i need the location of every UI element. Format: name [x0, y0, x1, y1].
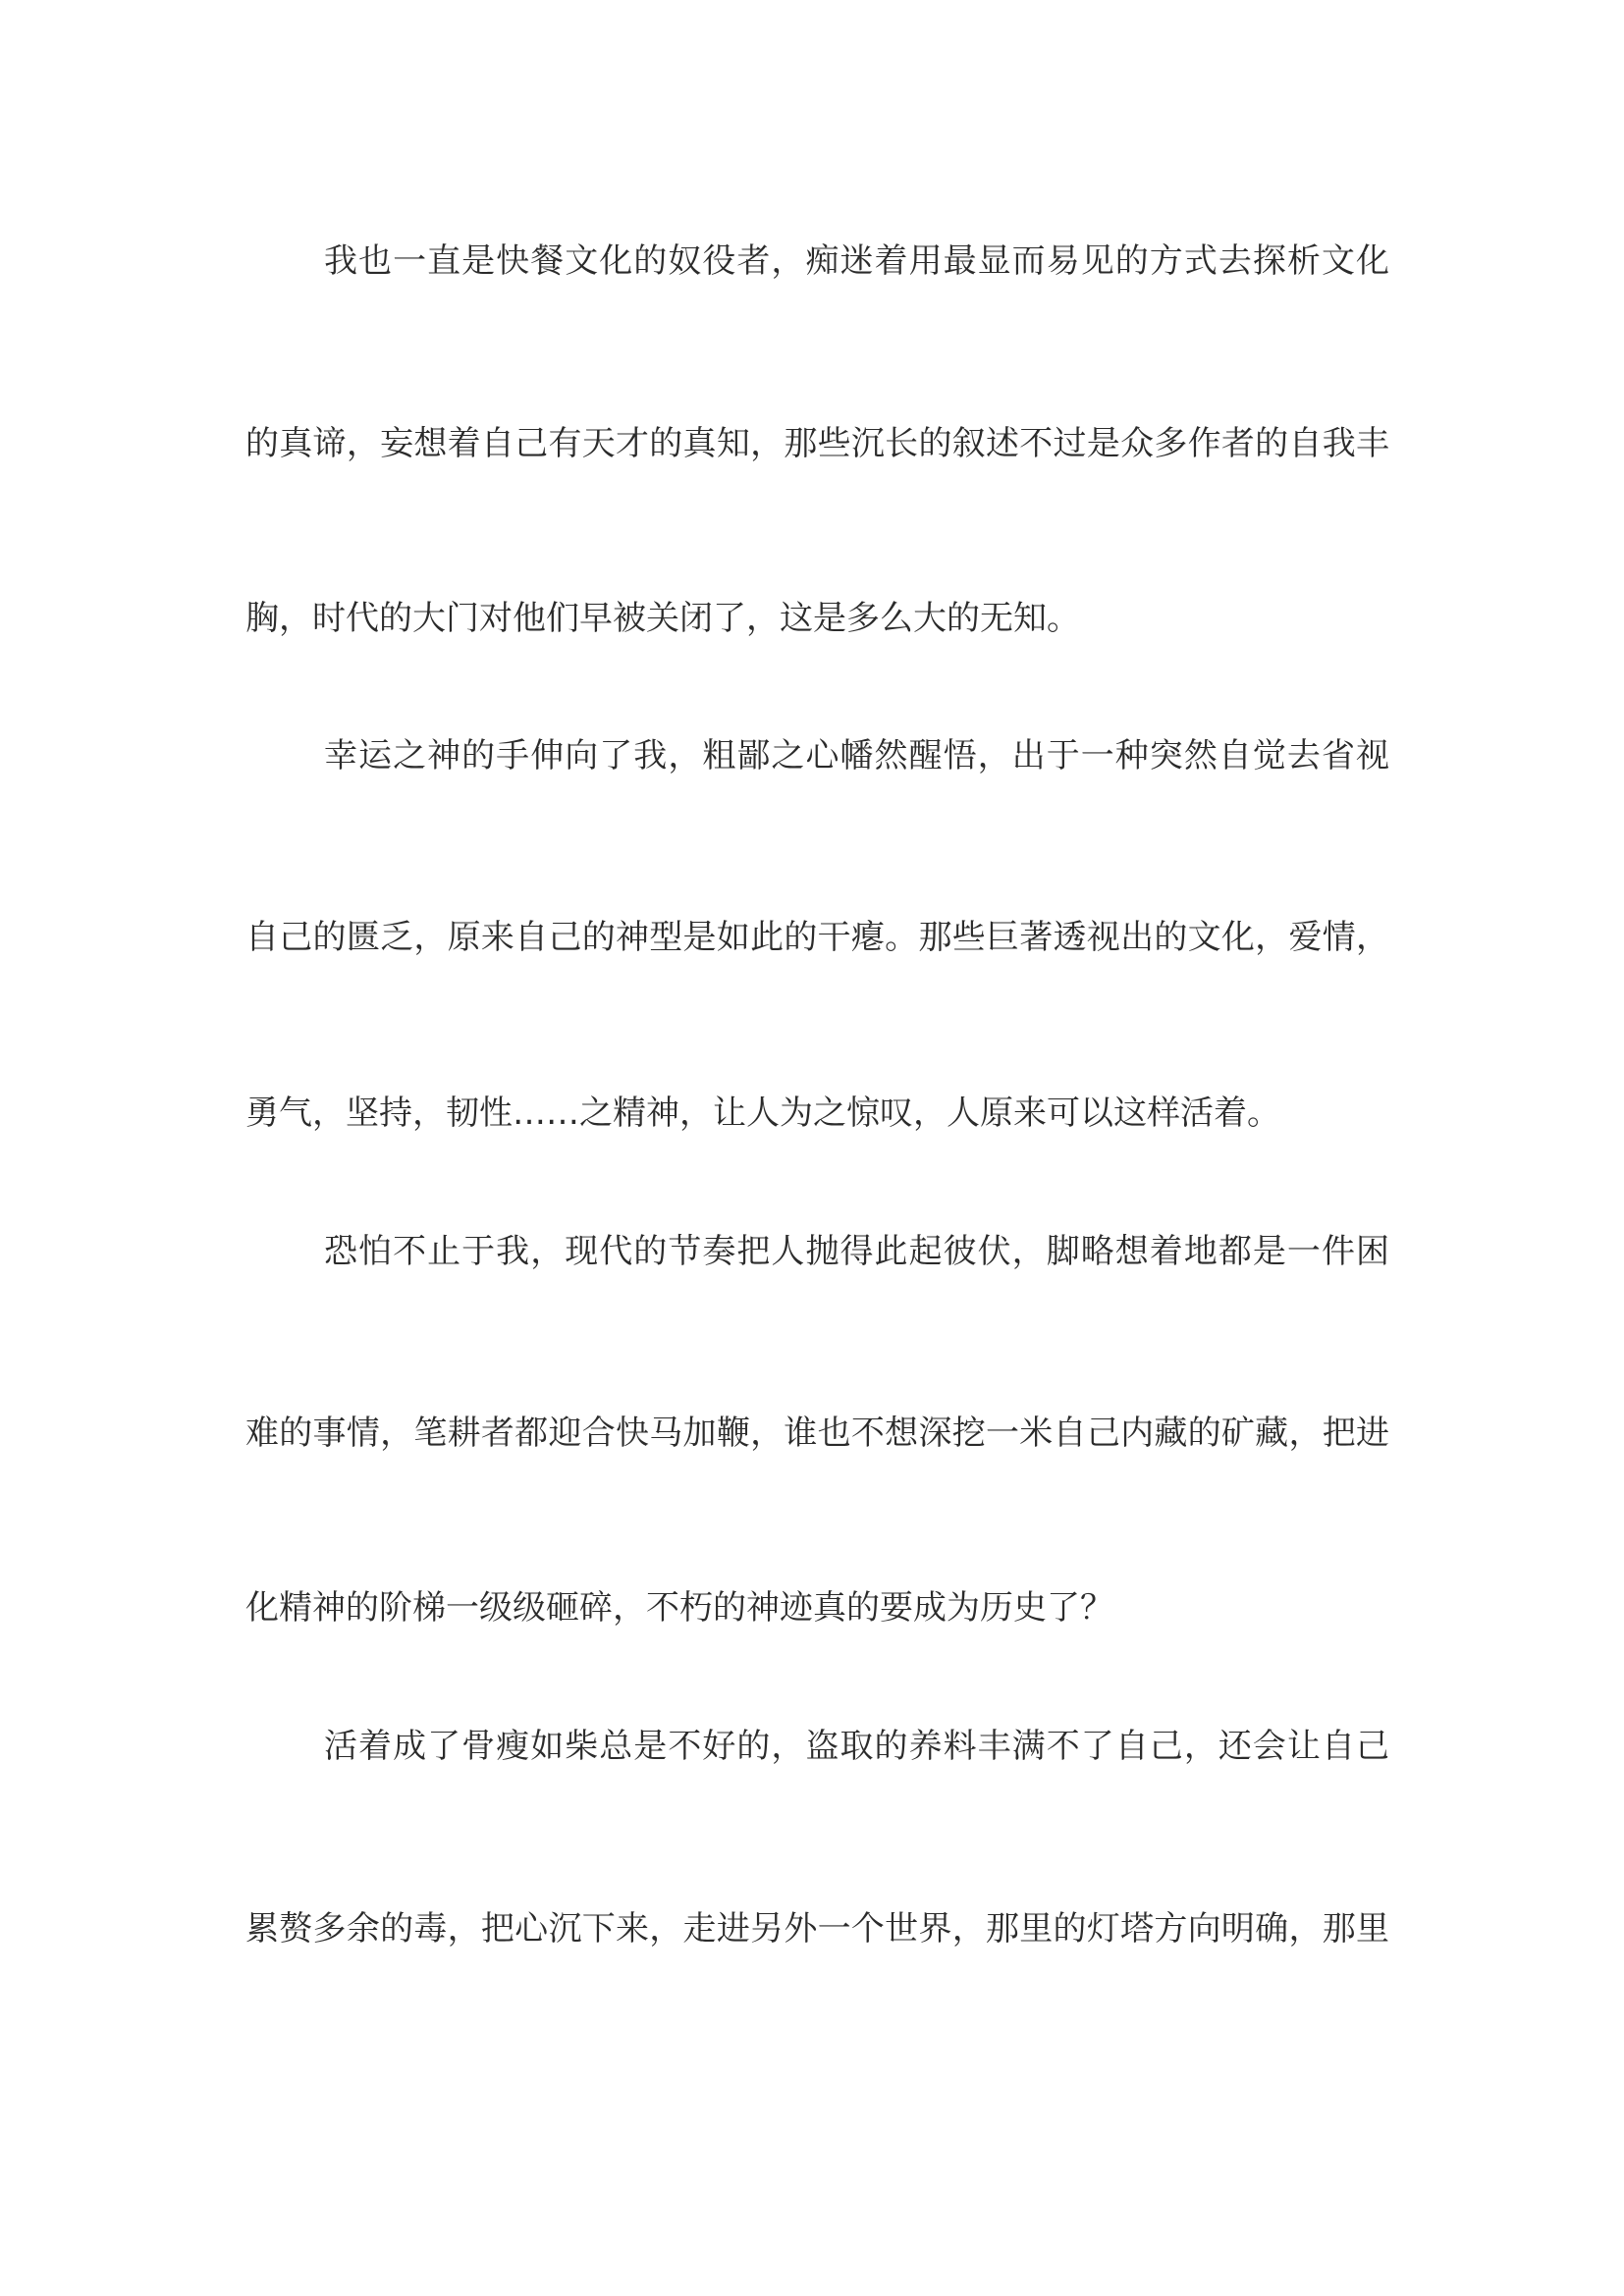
paragraph-2-line-3: 勇气，坚持，韧性……之精神，让人为之惊叹，人原来可以这样活着。 [245, 1094, 1280, 1133]
paragraph-2-line-2: 自己的匮乏，原来自己的神型是如此的干瘪。那些巨著透视出的文化，爱情， [245, 918, 1389, 957]
paragraph-2-line-1: 幸运之神的手伸向了我，粗鄙之心幡然醒悟，出于一种突然自觉去省视 [324, 736, 1389, 775]
paragraph-3-line-3: 化精神的阶梯一级级砸碎，不朽的神迹真的要成为历史了？ [245, 1588, 1113, 1628]
paragraph-3-line-1: 恐怕不止于我，现代的节奏把人抛得此起彼伏，脚略想着地都是一件困 [324, 1232, 1389, 1271]
paragraph-4-line-1: 活着成了骨瘦如柴总是不好的，盗取的养料丰满不了自己，还会让自己 [324, 1727, 1389, 1766]
paragraph-1-line-1: 我也一直是快餐文化的奴役者，痴迷着用最显而易见的方式去探析文化 [324, 241, 1389, 281]
paragraph-1-line-2: 的真谛，妄想着自己有天才的真知，那些沉长的叙述不过是众多作者的自我丰 [245, 424, 1389, 463]
paragraph-4-line-2: 累赘多余的毒，把心沉下来，走进另外一个世界，那里的灯塔方向明确，那里 [245, 1909, 1389, 1949]
paragraph-1-line-3: 胸，时代的大门对他们早被关闭了，这是多么大的无知。 [245, 599, 1080, 638]
paragraph-3-line-2: 难的事情，笔耕者都迎合快马加鞭，谁也不想深挖一米自己内藏的矿藏，把进 [245, 1414, 1389, 1453]
